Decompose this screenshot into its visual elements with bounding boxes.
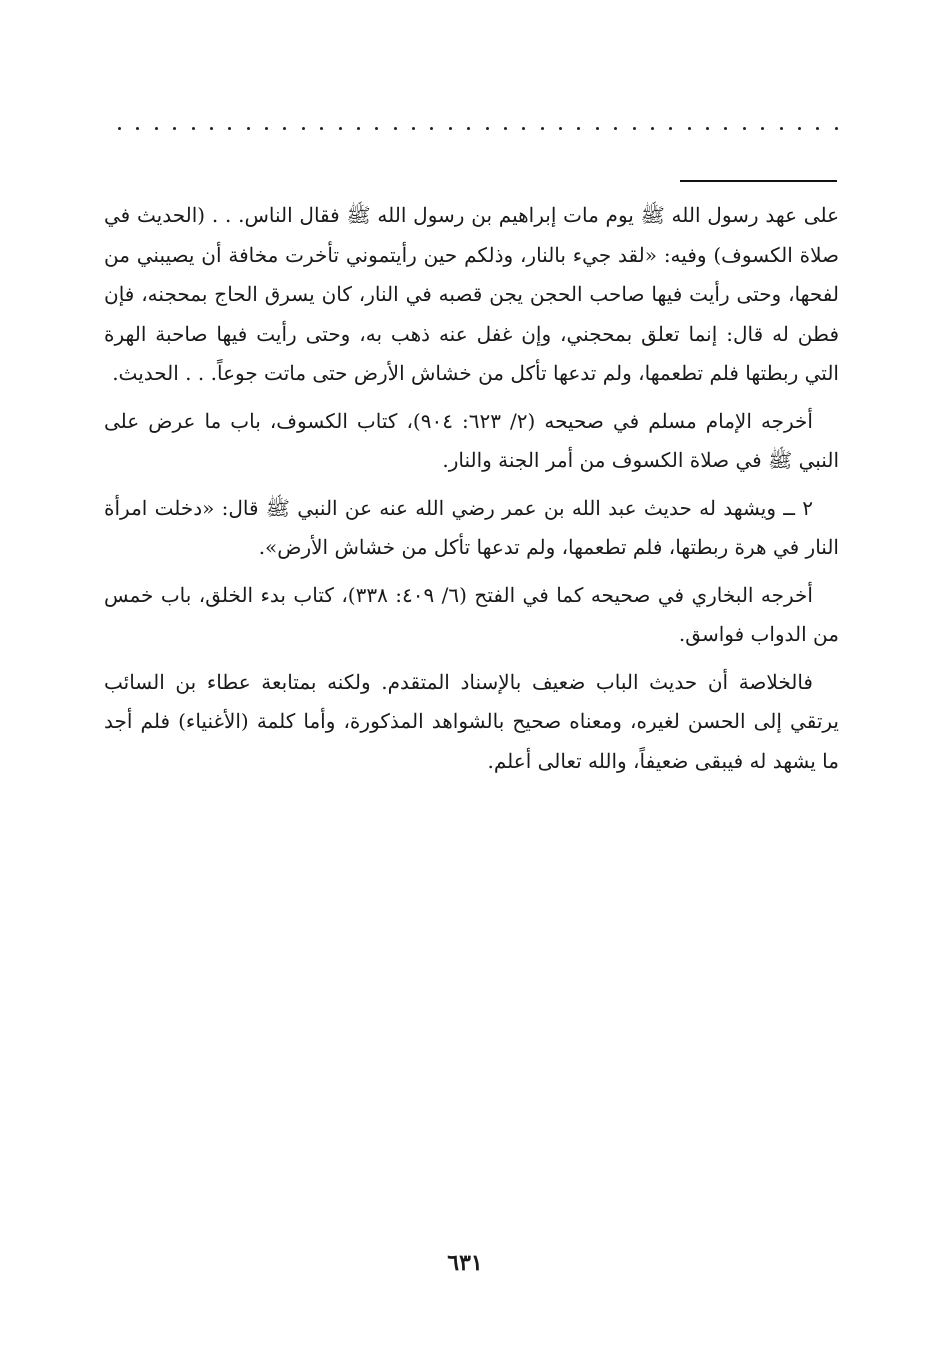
separator-dot (541, 127, 544, 130)
separator-dot (633, 127, 636, 130)
separator-dot (320, 127, 323, 130)
separator-dot (302, 127, 305, 130)
footnote-rule (680, 180, 837, 182)
separator-dot (430, 127, 433, 130)
separator-dot (173, 127, 176, 130)
separator-dot (283, 127, 286, 130)
separator-dot (486, 127, 489, 130)
footnote-paragraph-3: ٢ ــ ويشهد له حديث عبد الله بن عمر رضي الله عنه عن النبي ﷺ قال: «دخلت امرأة النار في هرة ربطتها، فلم تطعمها، ولم تدعها تأكل من خشاش الأرض». (104, 495, 839, 559)
separator-dot (596, 127, 599, 130)
separator-dot (504, 127, 507, 130)
separator-dot (522, 127, 525, 130)
separator-dot (614, 127, 617, 130)
footnote-paragraph-5: فالخلاصة أن حديث الباب ضعيف بالإسناد المتقدم. ولكنه بمتابعة عطاء بن السائب يرتقي إلى الحسن لغيره، ومعناه صحيح بالشواهد المذكورة، وأما كلمة (الأغنياء) فلم أجد ما يشهد له فيبقى ضعيفاً، والله تعالى أعلم. (104, 669, 839, 773)
separator-dot (669, 127, 672, 130)
separator-dot (651, 127, 654, 130)
separator-dot (688, 127, 691, 130)
separator-dot (357, 127, 360, 130)
separator-dot (228, 127, 231, 130)
footnote-paragraph-1: على عهد رسول الله ﷺ يوم مات إبراهيم بن رسول الله ﷺ فقال الناس. . . (الحديث في صلاة الكسوف) وفيه: «لقد جيء بالنار، وذلكم حين رأيتموني تأخرت مخافة أن يصيبني من لفحها، وحتى رأيت فيها صاحب الحجن يجن قصبه في النار، كان يسرق الحاج بمحجنه، فإن فطن له قال: إنما تعلق بمحجني، وإن غفل عنه ذهب به، وحتى رأيت فيها صاحبة الهرة التي ربطتها فلم تطعمها، ولم تدعها تأكل من خشاش الأرض حتى ماتت جوعاً. . . الحديث. (104, 203, 839, 385)
separator-dot (816, 127, 819, 130)
separator-dot (118, 127, 121, 130)
footnote-paragraph-4: أخرجه البخاري في صحيحه كما في الفتح (٦/ ٤٠٩: ٣٣٨)، كتاب بدء الخلق، باب خمس من الدواب فواسق. (104, 582, 839, 646)
separator-dot (136, 127, 139, 130)
separator-dot (706, 127, 709, 130)
separator-dot (210, 127, 213, 130)
separator-dot (577, 127, 580, 130)
separator-dot (412, 127, 415, 130)
separator-dot (724, 127, 727, 130)
separator-dot (743, 127, 746, 130)
separator-dot (449, 127, 452, 130)
separator-dot (394, 127, 397, 130)
separator-dot (339, 127, 342, 130)
separator-dot (559, 127, 562, 130)
separator-dot (192, 127, 195, 130)
footnote-paragraph-2: أخرجه الإمام مسلم في صحيحه (٢/ ٦٢٣: ٩٠٤)، كتاب الكسوف، باب ما عرض على النبي ﷺ في صلاة الكسوف من أمر الجنة والنار. (104, 408, 839, 472)
separator-dot (835, 127, 838, 130)
separator-dot (467, 127, 470, 130)
separator-dot (155, 127, 158, 130)
separator-dot (761, 127, 764, 130)
separator-dot (375, 127, 378, 130)
page-number: ٦٣١ (447, 1250, 483, 1276)
separator-dot (247, 127, 250, 130)
dotted-separator (118, 118, 838, 138)
separator-dot (780, 127, 783, 130)
separator-dot (798, 127, 801, 130)
footnote-text-block (104, 196, 839, 789)
separator-dot (265, 127, 268, 130)
